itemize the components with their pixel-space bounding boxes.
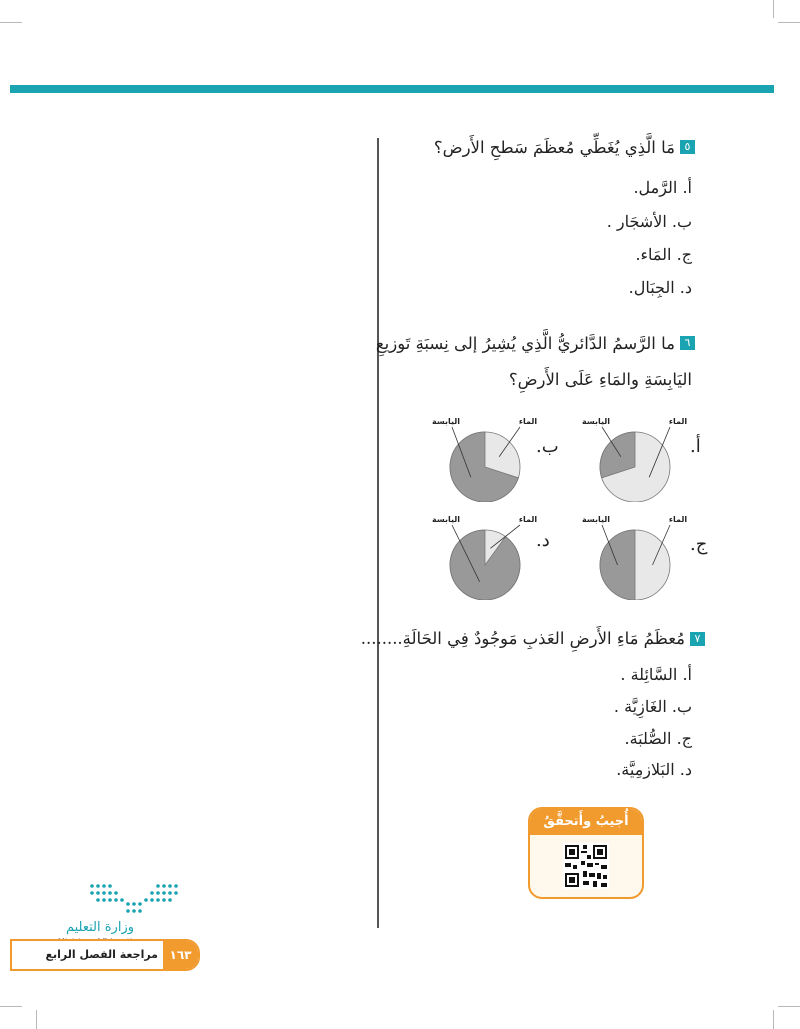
page-number: ١٦٣ — [163, 941, 198, 969]
crop-mark — [0, 22, 22, 23]
q5-option-b[interactable]: ب. الأشجَار . — [606, 212, 692, 231]
question-number-5: ٥ — [680, 140, 695, 154]
pie-water-label-a: الماء — [668, 417, 688, 426]
crop-mark — [778, 1006, 800, 1007]
chapter-review-label: مراجعة الفصل الرابع — [45, 948, 158, 961]
q6-option-c-letter: ج. — [690, 534, 708, 555]
q7-option-a[interactable]: أ. السَّائِلة . — [620, 665, 692, 684]
column-divider — [377, 138, 379, 928]
qr-code-icon[interactable] — [563, 843, 609, 889]
q7-option-b[interactable]: ب. الغَازِيَّة . — [613, 697, 692, 716]
pie-land-label-a: اليابسة — [581, 417, 611, 426]
pie-water-label-b: الماء — [518, 417, 538, 426]
q6-option-b-letter: ب. — [536, 436, 559, 457]
header-bar — [10, 85, 774, 93]
q6-option-a-pie-chart[interactable] — [570, 412, 700, 502]
pie-water-label-c: الماء — [668, 515, 688, 524]
q5-option-d[interactable]: د. الجِبَال. — [628, 278, 692, 297]
answer-check-box[interactable] — [528, 807, 644, 899]
pie-water-label-d: الماء — [518, 515, 538, 524]
question-5-text: مَا الَّذِي يُغَطِّي مُعظَمَ سَطحِ الأَرض؟ — [433, 138, 675, 157]
page-footer — [10, 939, 200, 971]
ministry-logo-icon — [88, 880, 180, 916]
question-6-text-line1: ما الرَّسمُ الدَّائريُّ الَّذِي يُشِيرُ إلى نِسبَةِ تَوزيعِ — [375, 334, 675, 353]
q5-option-c[interactable]: ج. المَاء. — [635, 245, 692, 264]
crop-mark — [0, 1006, 22, 1007]
crop-mark — [773, 1010, 774, 1029]
question-6-text-line2: اليَابِسَةِ والمَاءِ عَلَى الأَرضِ؟ — [508, 370, 692, 389]
q6-option-d-letter: د. — [536, 530, 550, 551]
q7-option-d[interactable]: د. البَلازمِيَّة. — [616, 760, 692, 779]
crop-mark — [773, 0, 774, 18]
question-7-text: مُعظَمُ مَاءِ الأَرضِ العَذبِ مَوجُودٌ فِي الحَالَةِ........ — [360, 629, 685, 648]
question-number-7: ٧ — [690, 632, 705, 646]
answer-check-title: أُجيبُ وأَتحقَّقُ — [530, 809, 642, 835]
question-number-6: ٦ — [680, 336, 695, 350]
pie-land-label-d: اليابسة — [431, 515, 461, 524]
q6-option-d-pie-chart[interactable] — [420, 510, 550, 600]
q5-option-a[interactable]: أ. الرَّمل. — [633, 178, 692, 197]
pie-land-slice-d — [450, 530, 520, 600]
crop-mark — [36, 1010, 37, 1029]
pie-land-label-c: اليابسة — [581, 515, 611, 524]
q6-option-a-letter: أ. — [690, 436, 701, 457]
crop-mark — [778, 22, 800, 23]
q7-option-c[interactable]: ج. الصُّلبَة. — [624, 729, 692, 748]
q6-option-b-pie-chart[interactable] — [420, 412, 550, 502]
ministry-name-arabic: وزارة التعليم — [65, 920, 135, 935]
q6-option-c-pie-chart[interactable] — [570, 510, 700, 600]
pie-land-label-b: اليابسة — [431, 417, 461, 426]
